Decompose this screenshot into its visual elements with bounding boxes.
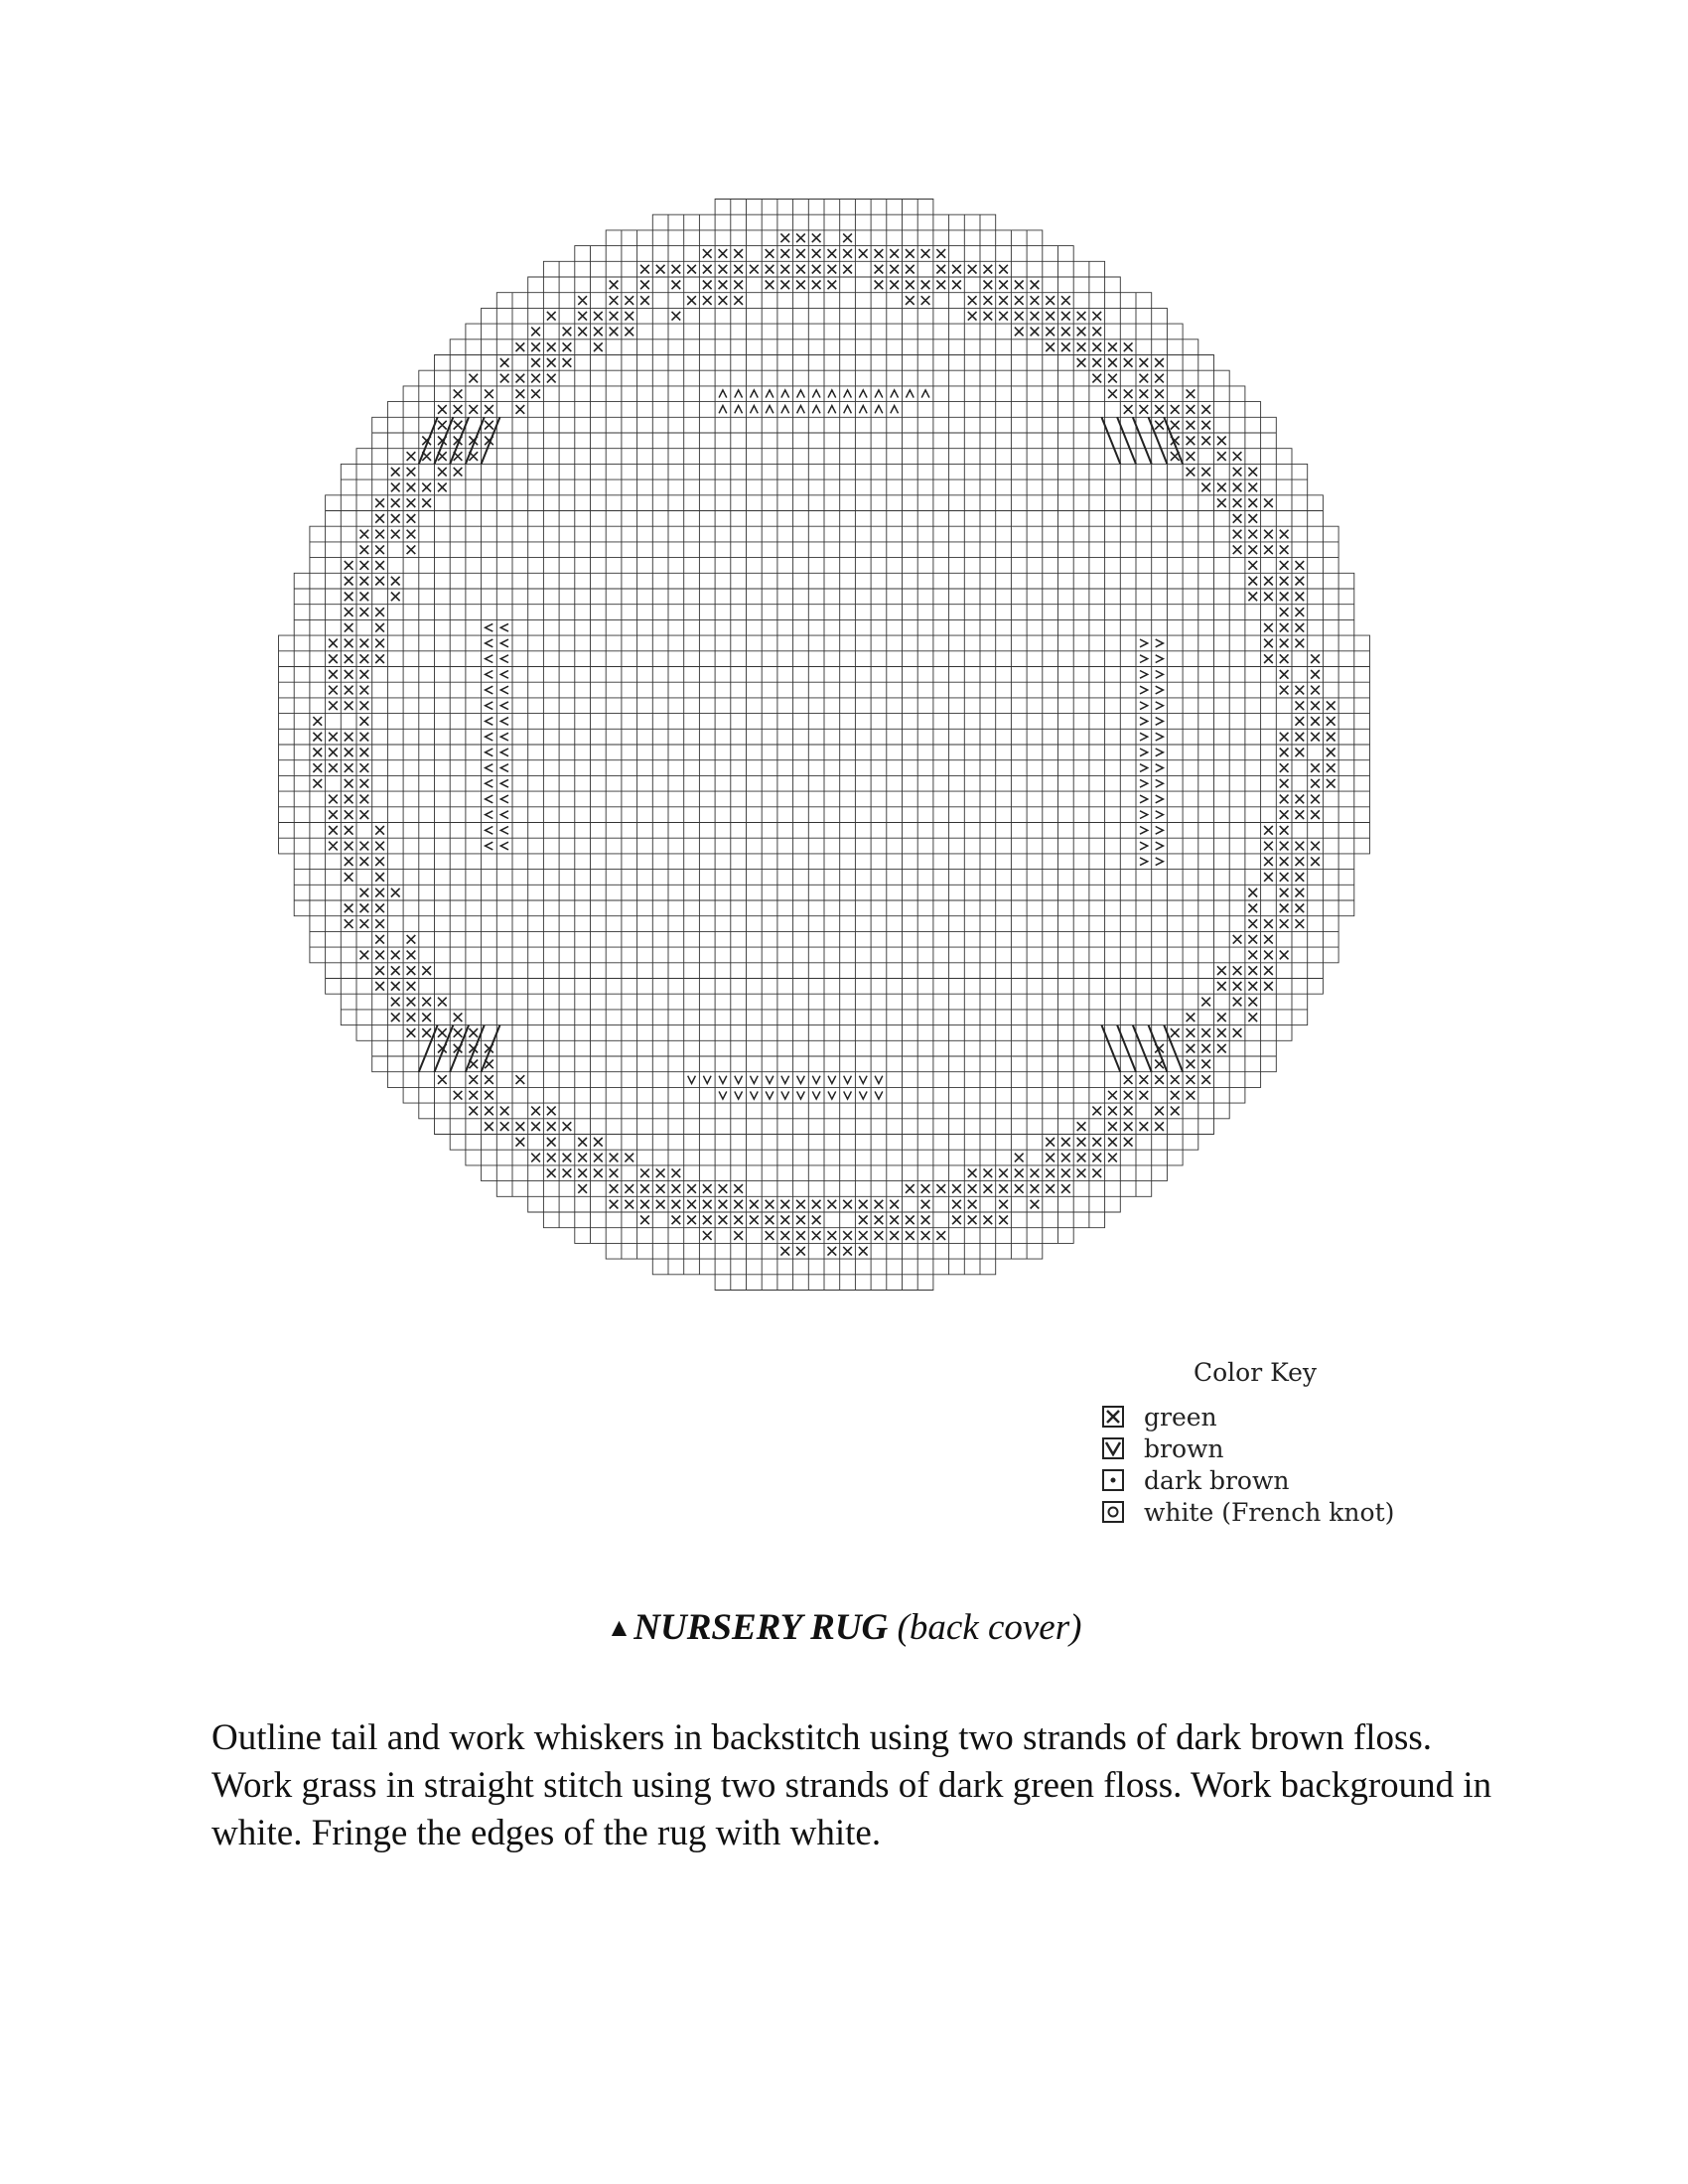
color-key — [1102, 1358, 1430, 1528]
color-key-item-brown — [1102, 1433, 1430, 1464]
color-key-label: dark brown — [1144, 1465, 1290, 1495]
color-key-label: white (French knot) — [1144, 1497, 1395, 1527]
grid-lines — [279, 200, 1370, 1291]
rug-chart — [278, 199, 1370, 1291]
color-key-label: green — [1144, 1402, 1217, 1432]
dot-box-icon — [1102, 1469, 1124, 1491]
color-key-item-white — [1102, 1496, 1430, 1528]
color-key-title: Color Key — [1194, 1358, 1318, 1387]
color-key-item-dark-brown — [1102, 1464, 1430, 1496]
ring-box-icon — [1102, 1501, 1124, 1523]
triangle-marker-icon: ▲ — [606, 1613, 633, 1642]
pattern-subtitle: (back cover) — [897, 1607, 1082, 1648]
pattern-title: NURSERY RUG — [633, 1607, 889, 1648]
v-box-icon — [1102, 1437, 1124, 1459]
stitch-instructions: Outline tail and work whiskers in backstitch using two strands of dark brown floss. Work grass in straight stitch using two strands of dark green floss. Work background in white. Fringe the edges of the rug with white. — [211, 1717, 1492, 1853]
color-key-item-green — [1102, 1401, 1430, 1433]
chart-cells — [279, 200, 1370, 1291]
cross-stitch-grid — [278, 199, 1370, 1291]
x-box-icon — [1102, 1406, 1124, 1428]
pattern-caption — [0, 1606, 1688, 1649]
color-key-label: brown — [1144, 1433, 1224, 1463]
